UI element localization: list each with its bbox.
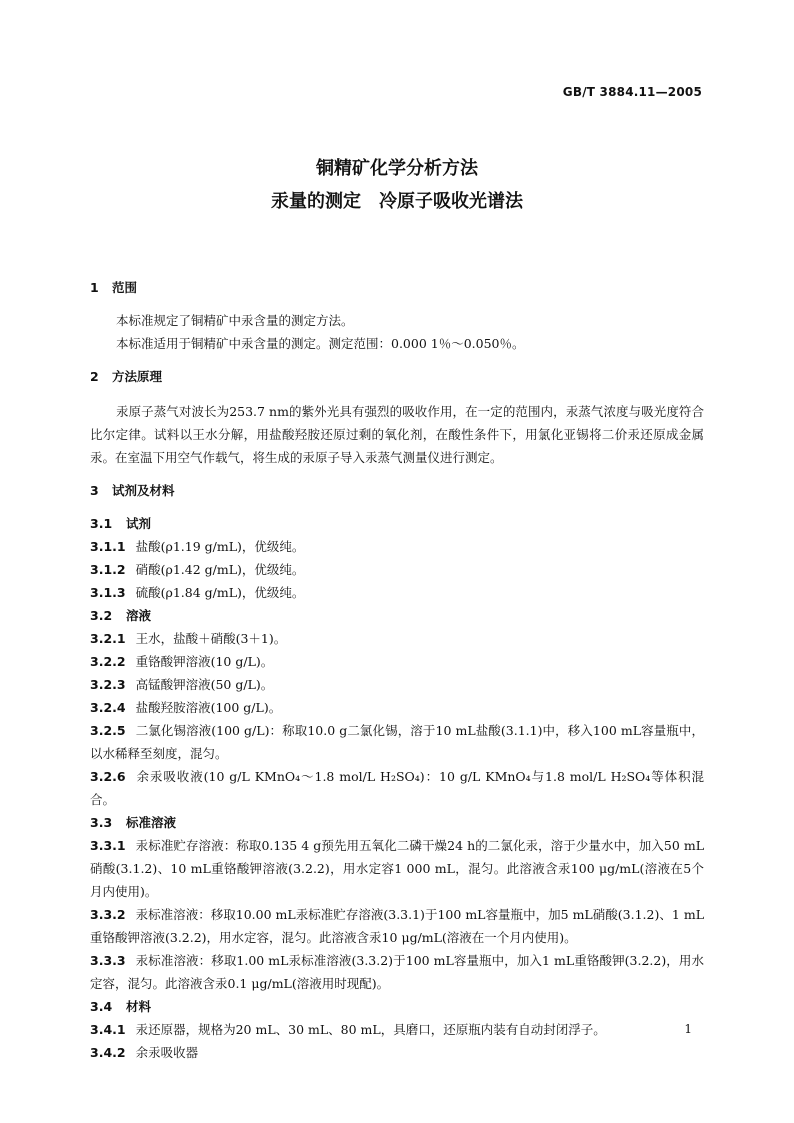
list-item: 3.1.1 盐酸(ρ1.19 g/mL)，优级纯。 — [90, 539, 305, 554]
subsection-heading — [90, 811, 704, 834]
list-item: 3.1.2 硝酸(ρ1.42 g/mL)，优级纯。 — [90, 562, 305, 577]
title-line-2: 汞量的测定 冷原子吸收光谱法 — [271, 191, 523, 212]
section-title: 范围 — [112, 280, 138, 295]
list-item: 3.2.3 高锰酸钾溶液(50 g/L)。 — [90, 677, 274, 692]
section-title: 试剂及材料 — [112, 483, 175, 498]
list-item: 3.2.5 二氯化锡溶液(100 g/L)：称取10.0 g二氯化锡，溶于10 mL盐酸(3.1.1)中，移入100 mL容量瓶中，以水稀释至刻度，混匀。 — [90, 723, 704, 761]
subsection-number: 3.1 — [90, 516, 113, 531]
list-item: 3.4.1 汞还原器，规格为20 mL、30 mL、80 mL，具磨口，还原瓶内装有自动封闭浮子。 — [90, 1022, 606, 1037]
subsection-heading — [90, 512, 704, 535]
paragraph: 本标准规定了铜精矿中汞含量的测定方法。 — [116, 313, 354, 328]
document-title — [0, 152, 794, 218]
subsection-number: 3.4 — [90, 999, 113, 1014]
list-item: 3.2.2 重铬酸钾溶液(10 g/L)。 — [90, 654, 274, 669]
document-body — [90, 276, 704, 1064]
list-item: 3.3.3 汞标准溶液：移取1.00 mL汞标准溶液(3.3.2)于100 mL容量瓶中，加入1 mL重铬酸钾(3.2.2)，用水定容，混匀。此溶液含汞0.1 μg/mL(溶液用时现配)。 — [90, 953, 704, 991]
subsection-heading — [90, 604, 704, 627]
page-number: 1 — [684, 1022, 692, 1036]
list-item: 3.1.3 硫酸(ρ1.84 g/mL)，优级纯。 — [90, 585, 305, 600]
paragraph: 汞原子蒸气对波长为253.7 nm的紫外光具有强烈的吸收作用，在一定的范围内，汞蒸气浓度与吸光度符合比尔定律。试料以王水分解，用盐酸羟胺还原过剩的氧化剂，在酸性条件下，用氯化亚锡将二价汞还原成金属汞。在室温下用空气作载气，将生成的汞原子导入汞蒸气测量仪进行测定。 — [90, 404, 704, 465]
list-item: 3.2.6 余汞吸收液(10 g/L KMnO₄～1.8 mol/L H₂SO₄)：10 g/L KMnO₄与1.8 mol/L H₂SO₄等体积混合。 — [90, 769, 704, 807]
subsection-heading — [90, 995, 704, 1018]
list-item: 3.2.4 盐酸羟胺溶液(100 g/L)。 — [90, 700, 282, 715]
subsection-number: 3.3 — [90, 815, 113, 830]
section-number: 2 — [90, 369, 99, 384]
subsection-number: 3.2 — [90, 608, 113, 623]
list-item: 3.3.2 汞标准溶液：移取10.00 mL汞标准贮存溶液(3.3.1)于100 mL容量瓶中，加5 mL硝酸(3.1.2)、1 mL重铬酸钾溶液(3.2.2)，用水定容，混匀。此溶液含汞10 μg/mL(溶液在一个月内使用)。 — [90, 907, 704, 945]
title-line-1: 铜精矿化学分析方法 — [316, 158, 478, 179]
subsection-title: 标准溶液 — [126, 815, 177, 830]
section-number: 3 — [90, 483, 99, 498]
standard-code: GB/T 3884.11—2005 — [562, 85, 702, 99]
subsection-title: 溶液 — [126, 608, 152, 623]
list-item: 3.2.1 王水，盐酸＋硝酸(3＋1)。 — [90, 631, 287, 646]
paragraph: 本标准适用于铜精矿中汞含量的测定。测定范围：0.000 1％～0.050％。 — [116, 336, 525, 351]
section-heading-reagents — [90, 479, 704, 502]
list-item: 3.3.1 汞标准贮存溶液：称取0.135 4 g预先用五氧化二磷干燥24 h的二氯化汞，溶于少量水中，加入50 mL硝酸(3.1.2)、10 mL重铬酸钾溶液(3.2.2)，用水定容1 000 mL，混匀。此溶液含汞100 μg/mL(溶液在5个月内使用)。 — [90, 838, 704, 899]
subsection-title: 材料 — [126, 999, 152, 1014]
section-heading-scope — [90, 276, 704, 299]
section-number: 1 — [90, 280, 99, 295]
section-heading-principle — [90, 365, 704, 388]
list-item: 3.4.2 余汞吸收器 — [90, 1045, 199, 1060]
subsection-title: 试剂 — [126, 516, 152, 531]
section-title: 方法原理 — [112, 369, 163, 384]
